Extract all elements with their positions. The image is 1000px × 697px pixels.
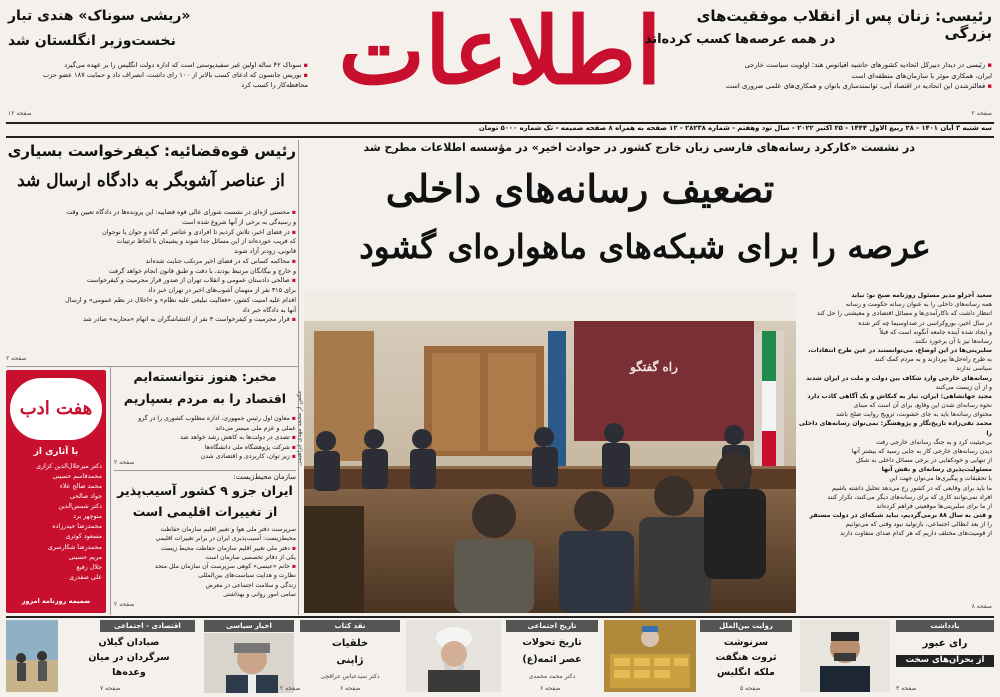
tab-label: نقد کتاب xyxy=(300,620,400,632)
mokhber-headline: مخبر: هنوز نتوانسته‌ایم xyxy=(133,369,277,384)
list-item: ما باید برای وقایعی که در کشور رخ می‌دهد تحلیل داشته باشیم xyxy=(831,484,992,492)
list-item: ▪ در فضای اخیر، تلاش کردیم تا افرادی و عناصر کم گناه و جوان یا نوجوان xyxy=(6,228,296,238)
list-item: محافظه‌کار را کسب کرد xyxy=(241,81,308,90)
page-ref: صفحه ۲ xyxy=(280,685,301,692)
top-left-subheadline: نخست‌وزیر انگلستان شد xyxy=(8,33,176,49)
bottom-title: عصر ائمه(ع) xyxy=(522,654,582,665)
list-item: منوچهر برد xyxy=(73,513,102,521)
gold-bars-image xyxy=(604,620,696,692)
tab-label: اقتصادی - اجتماعی xyxy=(100,620,195,632)
top-left-bullets xyxy=(8,60,308,91)
bottom-title: از بحران‌های سخت xyxy=(896,655,994,667)
bottom-title: سرگردان در میان xyxy=(88,652,170,663)
list-item: بی‌حیثیت کرد و به جنگ رسانه‌ای خارجی رفت xyxy=(876,438,992,446)
bottom-title: تاریخ تحولات xyxy=(522,637,582,648)
page-ref: صفحه ۲ xyxy=(971,110,992,117)
list-item: دیدن رسانه‌های خارجی کار به جایی رسید که بیشتر آنها xyxy=(851,447,992,455)
page-ref: صفحه ۶ xyxy=(340,685,361,692)
list-item: دکتر شمس‌الدین xyxy=(58,503,102,511)
list-item: و از آن زیست می‌کنند xyxy=(935,383,992,391)
list-item: آنها به دادگاه خبر داد xyxy=(242,306,296,314)
judiciary-headline: رئیس قوه‌قضائیه: کیفرخواست بسیاری xyxy=(7,142,296,160)
masthead-logo: اطلاعات xyxy=(338,0,662,105)
list-item: همه رسانه‌های داخلی را به عنوان رسانه حکومت و رسانه xyxy=(845,301,992,309)
list-item: از ما برای سلبریتی‌ها موقعیتی فراهم کرده‌اند xyxy=(876,502,992,510)
fishermen-image xyxy=(6,620,58,692)
list-item: رسانه‌ها نیز با آن برخورد نکنند. xyxy=(913,337,992,345)
list-item: برای ۳۱۵ نفر از متهمان آشوب‌های اخیر در تهران خبر داد xyxy=(147,287,296,294)
list-item: ▪ قرار مجرمیت و کیفرخواست ۳ نفر از اغتشاشگران به اتهام «محاربه» صادر شد xyxy=(6,315,296,325)
list-item: ▪ محاکمه کسانی که در فضای اخیر مرتکب جنایت شده‌اند xyxy=(6,257,296,267)
list-item: علی صفدری xyxy=(69,573,102,581)
bottom-author: دکتر سید‌عباس عراقچی xyxy=(320,673,380,680)
thumbnail-photo xyxy=(406,620,501,692)
list-item: و خارج و بیگانگان مرتبط بودند، با دقت و طبق قانون انجام خواهد گرفت xyxy=(108,267,296,275)
thumbnail-photo xyxy=(204,633,294,693)
list-item: محمدقاسم حسینی xyxy=(52,473,102,481)
tab-label: یادداشت xyxy=(896,620,994,632)
list-item: محیط‌زیست: آسیب‌پذیری ایران در برابر تغییرات اقلیمی xyxy=(155,535,296,543)
list-item: یکی از دفاتر تخصصی سازمان است xyxy=(205,553,296,561)
page-ref: صفحه ۳ xyxy=(896,685,917,692)
cleric-image xyxy=(406,620,501,692)
main-headline: تضعیف رسانه‌های داخلی xyxy=(385,166,775,211)
page-ref: صفحه ۶ xyxy=(540,685,561,692)
supplement-title: هفت ادب xyxy=(10,378,102,440)
list-item: مسعود کوثری xyxy=(65,533,102,541)
thumbnail-photo xyxy=(6,620,58,692)
list-item: اقدام علیه امنیت کشور، «فعالیت تبلیغی علیه نظام» و «اخلال در نظم عمومی» و ارسال xyxy=(65,296,296,304)
list-item: به طرح راه‌حل‌ها بپردازند و به مردم کمک کنند xyxy=(874,356,992,364)
tab-label: اخبار سیاسی xyxy=(204,620,294,632)
tab-label: تاریخ اجتماعی xyxy=(506,620,598,632)
list-item: از قومیت‌های مختلف داریم که هر کدام صدای متفاوت دارند xyxy=(840,530,992,538)
portrait-image xyxy=(204,633,294,693)
bottom-author: دکتر محمد محمدی xyxy=(528,673,576,680)
page-ref: صفحه ۲ xyxy=(6,355,27,362)
dateline: سه شنبه ۳ آبان ۱۴۰۱ - ۲۸ ربیع الاول ۱۴۴۴ - ۲۵ اکتبر ۲۰۲۲ - سال نود وهفتم - شماره ۲۸۲۳۸ - ۱۲ صفحه به همراه ۸ صفحه ضمیمه - تک شماره ۵۰۰۰ تومان xyxy=(478,124,992,132)
list-item: ▪ محسنی اژه‌ای در نشست شورای عالی قوه قضاییه: این پرونده‌ها در دادگاه تعیین وقت xyxy=(6,208,296,218)
list-item: محتوای رسانه‌ها باید به جای خشونت، ترویج روایت صلح باشد xyxy=(835,411,992,419)
supplement-subtitle: با آثاری از xyxy=(33,447,79,457)
top-right-subheadline: در همه عرصه‌ها کسب کرده‌اند xyxy=(644,32,836,47)
bottom-title: رای عبور xyxy=(922,638,968,649)
list-item: سعید آجرلو مدیر مسئول روزنامه صبح نو: نباید xyxy=(851,292,992,299)
list-item: سلبریتی‌ها در این اوضاع، می‌توانستند در عین طرح انتقادات، xyxy=(807,347,992,355)
bottom-title: ثروت هنگفت xyxy=(715,652,777,663)
section-label: سازمان محیط‌زیست: xyxy=(233,473,296,481)
list-item: قانونی، زودتر آزاد شوند xyxy=(233,248,296,255)
page-ref: صفحه ۱۲ xyxy=(8,110,32,117)
photo-credit: عکس از محمد مهدی ابراهیمی xyxy=(296,390,303,467)
list-item: مجید جهانشاهی: ایران، نیاز به کنکاش و یک آگاهی کاذب دارد xyxy=(807,392,992,400)
list-item: محمدرضا شکارسری xyxy=(47,543,102,551)
list-item: زندگی و سلامت اجتماعی در معرض xyxy=(205,581,296,589)
list-item: و رسیدگی به برخی از آنها شروع شده است xyxy=(181,218,296,226)
list-item: انتظار داشت که ناکارآمدی‌ها و مسائل اقتصادی و معیشتی را حل کند xyxy=(816,310,992,318)
columnist-portrait xyxy=(800,620,890,692)
list-item: ▪ سوناک ۴۲ ساله اولین غیر سفیدپوستی است که اداره دولت انگلیس را بر عهده می‌گیرد xyxy=(8,60,308,70)
list-item: که فریب خورده‌اند از این مسائل جدا شوند و پشیمان با لحاظ ترتیبات xyxy=(116,238,296,246)
top-right-headline: رئیسی: زنان پس از انقلاب موفقیت‌های بزرگی xyxy=(696,7,992,43)
list-item: با تحقیقات و پیگیری‌ها می‌توان جهت این xyxy=(889,475,992,483)
list-item: افراد نمی‌توانند کاری که برای رسانه‌های دیگر می‌کنند، تکرار کنند xyxy=(827,493,992,501)
judiciary-subheadline: از عناصر آشوبگر به دادگاه ارسال شد xyxy=(17,171,285,191)
list-item: و ایجاد شده آینده جامعه آنگونه است که قبلاً xyxy=(879,328,992,336)
list-item: مریم حسینی xyxy=(68,553,102,561)
list-item: جواد صالحی xyxy=(69,493,102,501)
bottom-title: صیادان گیلان xyxy=(98,637,160,648)
list-item: ▪ صالحی دادستان عمومی و انقلاب تهران از صدور قرار مجرمیت و کیفرخواست xyxy=(6,276,296,286)
mokhber-subheadline: اقتصاد را به مردم بسپاریم xyxy=(123,391,287,406)
environment-headline: ایران جزو ۹ کشور آسیب‌پذیر xyxy=(117,483,293,498)
list-item: ▪ بوریس جانسون که ادعای کسب بالاتر از ۱۰۰ رای داشت، انصراف داد و حمایت ۱۸۷ عضو حزب xyxy=(8,70,308,80)
list-item: دکتر میرجلال‌الدین کزازی xyxy=(36,463,102,470)
main-story-column xyxy=(796,291,992,539)
mokhber-bullets xyxy=(114,414,296,462)
list-item: سرپرست دفتر ملی هوا و تغییر اقلیم سازمان حفاظت xyxy=(160,526,296,533)
thumbnail-photo xyxy=(800,620,890,692)
bottom-title: ملکه انگلیس xyxy=(717,667,775,678)
list-item: محمدرضا حیدرزاده xyxy=(52,523,102,531)
main-photo xyxy=(304,291,796,613)
bottom-title: وعده‌ها xyxy=(112,667,146,678)
list-item: ▪ معاون اول رئیس جمهوری، اداره مطلوب کشوری را در گرو xyxy=(114,414,296,424)
list-item: در سال اخیر، بوروکراسی در صداوسیما چه کتر شده xyxy=(858,319,992,327)
page-ref: صفحه ۵ xyxy=(740,685,761,692)
list-item: ▪ رئیسی در دیدار دبیرکل اتحادیه کشورهای حاشیه اقیانوس هند: اولویت سیاست خارجی xyxy=(692,60,992,71)
page-ref: صفحه ۷ xyxy=(100,685,121,692)
supplement-names xyxy=(10,462,102,583)
main-kicker: در نشست «کارکرد رسانه‌های فارسی زبان خارج کشور در حوادث اخیر» در مؤسسه اطلاعات مطرح شد xyxy=(363,141,915,154)
bottom-title: سرنوشت xyxy=(723,637,769,648)
list-item: ▪ فعالترشدن این اتحادیه در اقتصاد آبی، توانمندسازی بانوان و همکاری‌های علمی ضروری است xyxy=(692,81,992,92)
list-item: ▪ دفتر ملی تغییر اقلیم سازمان حفاظت محیط زیست xyxy=(114,544,296,553)
supplement-footer: ضمیمه روزنامه امروز xyxy=(21,597,91,605)
environment-bullets xyxy=(114,525,296,599)
list-item: رسانه‌های خارجی وارد شکاف بین دولت و ملت در ایران شدند xyxy=(806,374,992,382)
list-item: محمد صالح علاء xyxy=(59,483,102,491)
list-item: از تنهایی و خودکفایی در برخی مسائل داخلی به شکل xyxy=(855,457,992,465)
list-item: ▪ زیر توان، کاربردی و اقتصادی شدن xyxy=(114,452,296,462)
list-item: تمامی امور روانی و بهداشتی xyxy=(223,590,296,598)
page-ref: صفحه ۸ xyxy=(971,603,992,610)
top-left-headline: «ریشی سوناک» هندی تبار xyxy=(8,8,191,24)
main-subheadline: عرصه را برای شبکه‌های ماهواره‌ای گشود xyxy=(359,227,931,266)
judiciary-bullets xyxy=(6,208,296,325)
conference-scene xyxy=(304,291,796,613)
list-item: و قتی به سال ۸۸ برمی‌گردیم، نباید شبکه‌ای در دولت مستقر xyxy=(809,512,992,520)
list-item: نحوه رسانه‌ای شدن این وقایع، برای آن است که مبنای xyxy=(853,402,992,410)
list-item: سیاسی ندارند xyxy=(956,365,992,373)
top-right-bullets xyxy=(692,60,992,92)
bottom-title: ژاپنی xyxy=(336,655,364,666)
page-ref: صفحه ۲ xyxy=(114,601,135,608)
list-item: ▪ تصدی در دولت‌ها به کاهش رشد خواهد شد xyxy=(114,433,296,443)
tab-label: روایت بین‌الملل xyxy=(700,620,792,632)
list-item: جلال رفیع xyxy=(76,563,102,571)
list-item: ▪ خانم «عیسی» کوهی سرپرست آن سازمان ملل متحد xyxy=(114,562,296,571)
banner-text: راه گفتگو xyxy=(630,360,678,374)
list-item: نظارت و هدایت سیاست‌های بین‌المللی xyxy=(198,572,296,580)
list-item: ▪ شرکت پژوهشگاه ملی دانشگاه‌ها xyxy=(114,443,296,453)
list-item: مسئولیت‌پذیری رسانه‌ای و نقش آنها xyxy=(881,466,992,474)
list-item: ایران، همکاری موثر با سازمان‌های منطقه‌ای است xyxy=(851,71,992,80)
environment-subheadline: از تغییرات اقلیمی است xyxy=(132,504,278,519)
thumbnail-photo xyxy=(604,620,696,692)
list-item: را از بعد ابطالی اجتماعی، بازتولید نبود وقتی که می‌توانیم xyxy=(845,521,992,529)
list-item: محمد تقی‌زاده تاریخ‌نگار و پژوهشگر: نمی‌توان رسانه‌های داخلی را xyxy=(798,420,992,437)
bottom-title: خلقیات xyxy=(331,638,369,649)
page-ref: صفحه ۲ xyxy=(114,459,135,466)
list-item: عملی و عزم ملی میسر می‌داند xyxy=(215,424,296,432)
